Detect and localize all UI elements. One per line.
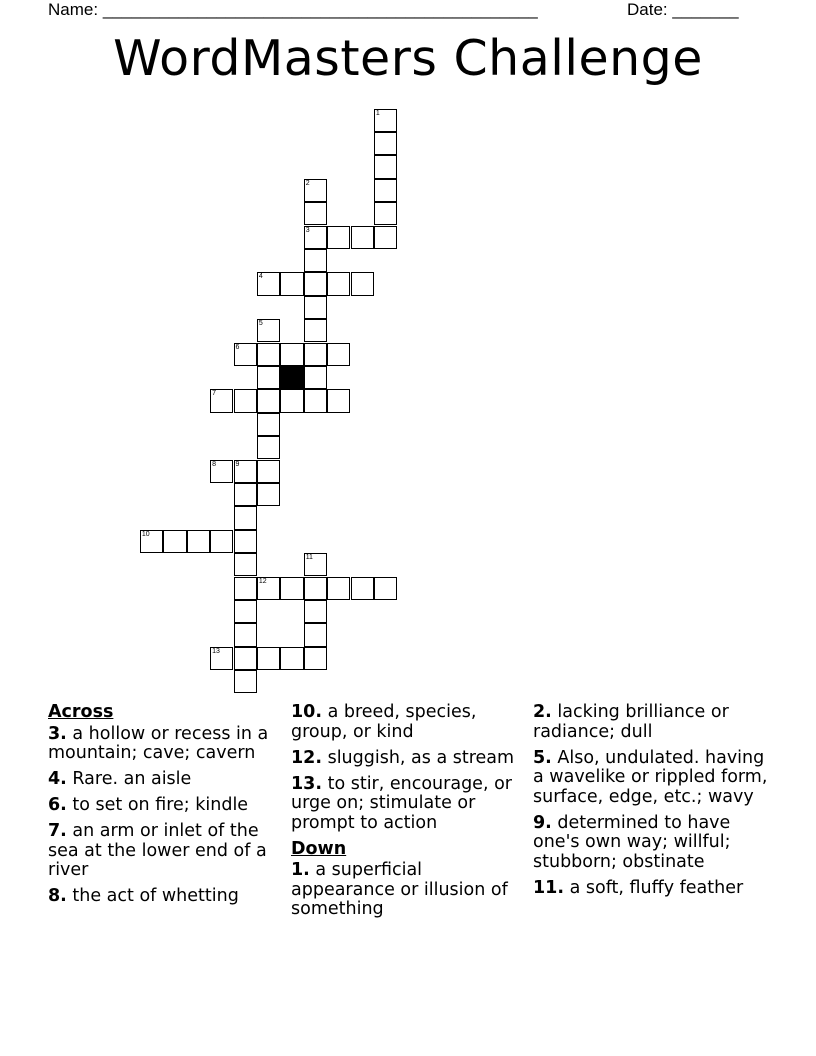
crossword-cell[interactable] [374,226,397,249]
crossword-cell[interactable] [304,577,327,600]
cell-number: 10 [141,530,150,538]
crossword-cell[interactable] [304,600,327,623]
clues-column-1 [48,703,280,913]
clue-across-13: 13. to stir, encourage, or urge on; stimulate or prompt to action [291,773,512,833]
cell-number: 9 [235,460,240,468]
name-line: ______________________________________________ [102,0,538,19]
crossword-cell[interactable] [304,272,327,295]
cell-number: 11 [305,554,313,562]
clue-down-2: 2. lacking brilliance or radiance; dull [533,702,729,742]
cell-number: 1 [375,109,380,117]
crossword-cell[interactable] [304,202,327,225]
crossword-cell[interactable] [187,530,210,553]
crossword-cell[interactable] [257,319,280,342]
crossword-cell[interactable] [234,343,257,366]
clue-across-10: 10. a breed, species, group, or kind [291,702,477,742]
clues-column-2 [291,703,523,926]
crossword-cell[interactable] [304,389,327,412]
crossword-cell[interactable] [234,553,257,576]
crossword-cell[interactable] [257,460,280,483]
crossword-cell[interactable] [351,272,374,295]
crossword-cell[interactable] [304,249,327,272]
crossword-cell[interactable] [210,647,233,670]
crossword-cell[interactable] [234,600,257,623]
crossword-cell[interactable] [304,296,327,319]
crossword-cell[interactable] [374,577,397,600]
crossword-cell[interactable] [304,366,327,389]
clues-column-3 [533,703,773,905]
crossword-cell[interactable] [210,460,233,483]
cell-number: 2 [305,179,310,187]
crossword-cell[interactable] [304,647,327,670]
crossword-cell[interactable] [257,413,280,436]
cell-number: 5 [258,320,263,328]
crossword-cell[interactable] [304,319,327,342]
crossword-cell[interactable] [374,155,397,178]
crossword-cell[interactable] [257,389,280,412]
clue-across-12: 12. sluggish, as a stream [291,747,515,768]
cell-number: 3 [305,226,310,234]
crossword-cell[interactable] [257,483,280,506]
crossword-cell[interactable] [280,272,303,295]
crossword-cell[interactable] [351,226,374,249]
clue-down-5: 5. Also, undulated. having a wavelike or rippled form, surface, edge, etc.; wavy [533,747,768,807]
cell-number: 6 [235,343,240,351]
crossword-cell[interactable] [280,577,303,600]
across-heading: Across [48,702,114,722]
crossword-cell[interactable] [234,483,257,506]
date-line: _______ [672,0,739,19]
clue-down-9: 9. determined to have one's own way; willful; stubborn; obstinate [533,812,731,872]
crossword-cell[interactable] [304,553,327,576]
black-square [280,366,303,389]
crossword-cell[interactable] [374,202,397,225]
crossword-cell[interactable] [210,389,233,412]
page-title: WordMasters Challenge [113,30,703,87]
crossword-cell[interactable] [304,343,327,366]
crossword-cell[interactable] [257,647,280,670]
crossword-cell[interactable] [327,577,350,600]
crossword-cell[interactable] [327,226,350,249]
crossword-cell[interactable] [257,577,280,600]
crossword-cell[interactable] [327,343,350,366]
crossword-cell[interactable] [234,530,257,553]
crossword-cell[interactable] [304,623,327,646]
crossword-cell[interactable] [234,623,257,646]
clue-across-6: 6. to set on fire; kindle [48,795,249,815]
clue-down-1: 1. a superficial appearance or illusion of something [291,860,508,919]
crossword-cell[interactable] [257,436,280,459]
crossword-cell[interactable] [140,530,163,553]
cell-number: 4 [258,273,263,281]
crossword-cell[interactable] [257,343,280,366]
crossword-cell[interactable] [304,226,327,249]
cell-number: 7 [212,390,216,398]
clue-across-3: 3. a hollow or recess in a mountain; cave; cavern [48,723,269,763]
crossword-cell[interactable] [280,647,303,670]
crossword-cell[interactable] [234,577,257,600]
crossword-cell[interactable] [280,343,303,366]
clue-across-8: 8. the act of whetting [48,886,239,906]
crossword-cell[interactable] [210,530,233,553]
crossword-cell[interactable] [327,389,350,412]
clue-across-7: 7. an arm or inlet of the sea at the lower end of a river [48,821,267,880]
crossword-cell[interactable] [374,179,397,202]
crossword-cell[interactable] [257,366,280,389]
crossword-cell[interactable] [280,389,303,412]
crossword-cell[interactable] [234,506,257,529]
clue-down-11: 11. a soft, fluffy feather [533,877,744,898]
cell-number: 8 [212,460,216,468]
crossword-cell[interactable] [234,670,257,693]
crossword-cell[interactable] [327,272,350,295]
clue-across-4: 4. Rare. an aisle [48,769,192,789]
crossword-cell[interactable] [304,179,327,202]
down-heading: Down [291,838,347,859]
crossword-cell[interactable] [257,272,280,295]
name-label: Name: [48,0,99,19]
cell-number: 12 [258,577,267,585]
crossword-cell[interactable] [163,530,186,553]
date-label: Date: [627,0,668,19]
crossword-cell[interactable] [234,460,257,483]
crossword-cell[interactable] [351,577,374,600]
crossword-cell[interactable] [234,647,257,670]
crossword-cell[interactable] [374,132,397,155]
crossword-cell[interactable] [374,109,397,132]
cell-number: 13 [212,647,220,655]
crossword-cell[interactable] [234,389,257,412]
